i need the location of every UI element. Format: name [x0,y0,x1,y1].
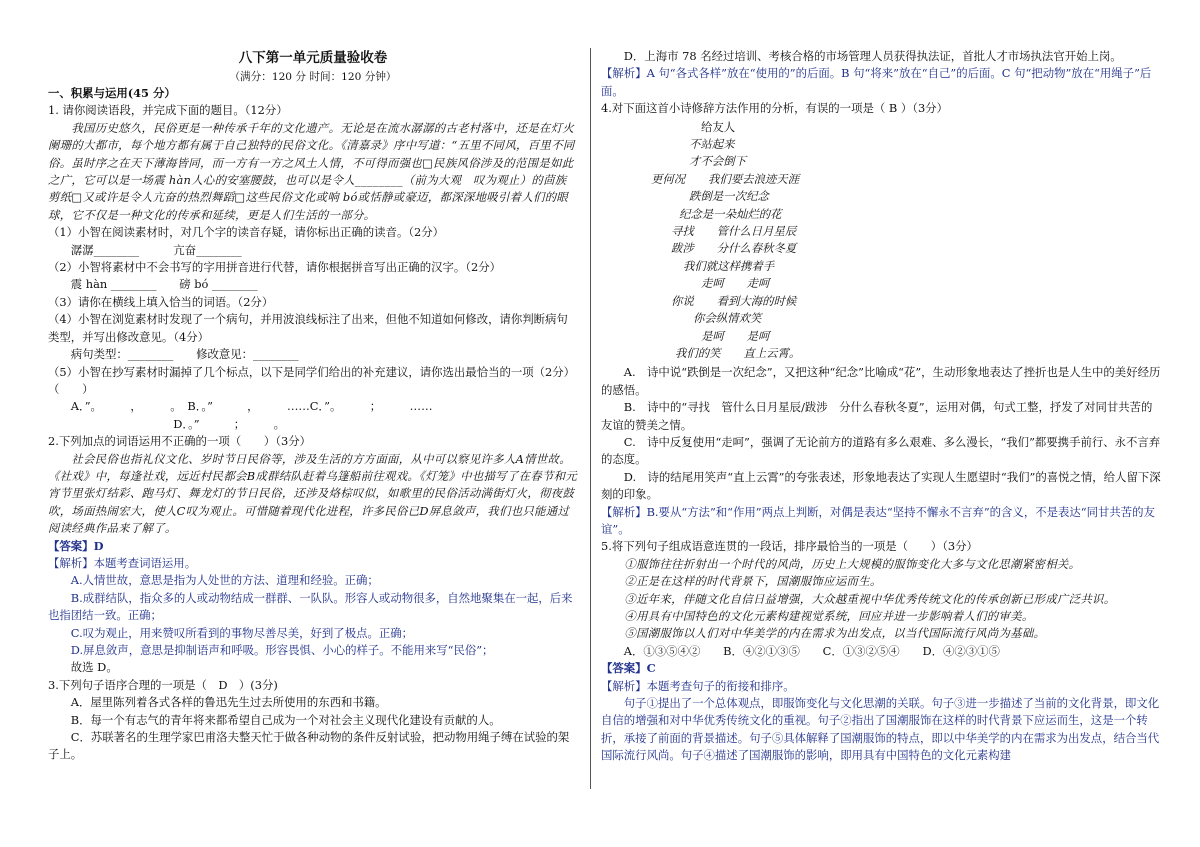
poem-line: 才不会倒下 [689,154,746,169]
question-5-sentence-2: ②正是在这样的时代背景下，国潮服饰应运而生。 [601,574,882,589]
question-5-sentence-1: ①服饰往往折射出一个时代的风尚，历史上大规模的服饰变化大多与文化思潮紧密相关。 [601,556,1081,571]
question-1-part-3: （3）请你在横线上填入恰当的词语。（2分） [48,294,274,309]
question-3-option-a: A．屋里陈列着各式各样的鲁迅先生过去所使用的东西和书籍。 [48,695,387,710]
poem [601,119,1161,363]
poem-line: 更何况 我们要去浪迹天涯 [651,171,800,186]
poem-line: 我们就这样携着手 [683,258,775,273]
question-4-option-c: C. 诗中反复使用“走呵”，强调了无论前方的道路有多么艰难、多么漫长，“我们”都要携手前行、永不言弃的态度。 [601,434,1161,467]
analysis-a: A.人情世故，意思是指为人处世的方法、道理和经验。正确； [48,573,379,588]
question-1-part-4-blanks: 病句类型：________ 修改意见：________ [48,347,299,362]
question-4-option-b: B. 诗中的“寻找 管什么日月星辰/跋涉 分什么春秋冬夏”，运用对偶，句式工整，抒发了对同甘共苦的友谊的赞美之情。 [601,400,1153,432]
question-5-sentence-5: ⑤国潮服饰以人们对中华美学的内在需求为出发点，以当代国际流行风尚为基础。 [601,626,1046,641]
question-3-analysis: 【解析】A 句“各式各样”放在“使用的”的后面。B 句“将来”放在“自己”的后面。C 句“把动物”放在“用绳子”后面。 [601,66,1152,98]
poem-line: 跌倒是一次纪念 [689,189,769,204]
poem-line: 你会纵情欢笑 [693,311,762,326]
question-4-analysis: 【解析】B.要从“方法”和“作用”两点上判断，对偶是表达“坚持不懈永不言弃”的含义，不是表达“同甘共苦的友谊”。 [601,504,1155,536]
question-1-part-5-option-d: D．。” ； 。 [48,416,286,431]
question-5-stem: 5.将下列句子组成语意连贯的一段话，排序最恰当的一项是（ ）（3分） [601,539,978,554]
question-1-part-1-blanks: 潺潺________ 亢奋________ [48,242,242,257]
question-5-analysis: 句子①提出了一个总体观点，即服饰变化与文化思潮的关联。句子③进一步描述了当前的文化背景，即文化自信的增强和对中华优秀传统文化的重视。句子②指出了国潮服饰在这样的时代背景下应运而生，这是一个转折，承接了前面的背景描述。句子⑤具体解释了国潮服饰的特点，即以中华美学的内在需求为出发点，结合当代国际流行风尚。句子④描述了国潮服饰的影响，即用具有中国特色的文化元素构建 [601,696,1160,763]
question-3-option-b: B．每一个有志气的青年将来都希望自己成为一个对社会主义现代化建设有贡献的人。 [48,712,501,727]
question-4-stem: 4.对下面这首小诗修辞方法作用的分析，有误的一项是（ B ）（3分） [601,101,948,116]
question-3-option-d: D．上海市 78 名经过培训、考核合格的市场管理人员获得执法证，首批人才市场执法官开始上岗。 [601,49,1122,63]
question-3-stem: 3.下列句子语序合理的一项是（ D ）(3分) [48,677,278,692]
left-column [48,48,578,817]
page-title: 八下第一单元质量验收卷 [238,50,388,66]
right-column [601,48,1161,817]
analysis-conclusion: 故选 D。 [48,660,118,675]
poem-line: 不站起来 [689,137,735,152]
question-1-passage: 我国历史悠久，民俗更是一种传承千年的文化遗产。无论是在流水潺潺的古老村落中，还是在灯火阑珊的大都市，每个地方都有属于自己独特的民俗文化。《清嘉录》序中写道：“五里不同风，百里不同俗。虽时序之在天下薄海皆同，而一方有一方之风土人情，不可得而强也□民族风俗涉及的范围是如此之广，它可以是一场震 hàn人心的安塞腰鼓，也可以是令人________（前为大观 叹为观止）的茴族剪纸□又或许是令人亢奋的热烈舞蹈□这些民俗文化或响 bó或恬静或豪迈，都深深地吸引着人们的眼球，它不仅是一种文化的传承和延续，更是人们生活的一部分。 [48,120,575,222]
analysis-label: 【解析】本题考查词语运用。 [48,555,197,570]
question-1-part-1: （1）小智在阅读素材时，对几个字的读音存疑，请你标出正确的读音。（2分） [48,225,445,240]
question-5-analysis-label: 【解析】本题考查句子的衔接和排序。 [601,678,795,693]
analysis-b: B.成群结队，指众多的人或动物结成一群群、一队队。形容人或动物很多，自然地聚集在一起，后来也指团结一致。正确； [48,590,573,623]
question-5-options: A．①③⑤④② B．④②①③⑤ C．①③②⑤④ D．④②③①⑤ [601,643,1000,658]
question-5-answer: 【答案】C [601,661,656,676]
section-heading: 一、积累与运用(45 分） [48,86,176,100]
question-4-option-d: D. 诗的结尾用笑声“直上云霄”的夸张表述，形象地表达了实现人生愿望时“我们”的喜悦之情，给人留下深刻的印象。 [601,469,1161,502]
poem-line: 寻找 管什么日月星辰 [671,224,797,239]
question-1-part-2: （2）小智将素材中不会书写的字用拼音进行代替，请你根据拼音写出正确的汉字。（2分） [48,260,502,275]
page-subtitle: （满分：120 分 时间：120 分钟） [229,71,397,83]
question-2-passage: 社会民俗也指礼仪文化、岁时节日民俗等，涉及生活的方方面面，从中可以察见许多人A情世故。《社戏》中，每逢社戏，远近村民都会B成群结队赶着乌篷船前往观戏。《灯笼》中也描写了在春节和元宵节里张灯结彩、跑马灯、舞龙灯的节日民俗，还涉及烙棕叹似，如歌里的民俗活动满街灯火，彻夜鼓吹，场面热闹宏大，使人C叹为观止。可惜随着现代化进程，许多民俗已D屏息敛声，我们也只能通过阅读经典作品来了解了。 [48,451,578,536]
question-3-option-c: C．苏联著名的生理学家巴甫洛夫整天忙于做各种动物的条件反射试验，把动物用绳子缚在试验的架子上。 [48,730,570,762]
poem-line: 纪念是一朵灿烂的花 [679,206,782,221]
question-5-sentence-3: ③近年来，伴随文化自信日益增强，大众越重视中华优秀传统文化的传承创新已形成广泛共识。 [601,591,1116,606]
question-1-part-4: （4）小智在浏览素材时发现了一个病句，并用波浪线标注了出来，但他不知道如何修改，请你判断病句类型，并写出修改意见。（4分） [48,312,568,344]
poem-line: 我们的笑 直上云霄。 [675,345,801,360]
poem-line: 是呵 是呵 [701,328,770,343]
question-5-sentence-4: ④用具有中国特色的文化元素构建视觉系统，回应并进一步影响着人们的审美。 [601,609,1034,623]
analysis-d: D.屏息敛声，意思是抑制语声和呼吸。形容畏惧、小心的样子。不能用来写“民俗”； [48,643,494,657]
question-1-stem: 1. 请你阅读语段，并完成下面的题目。（12分） [48,103,288,118]
question-1-part-5: （5）小智在抄写素材时漏掉了几个标点，以下是同学们给出的补充建议，请你选出最恰当的一项（2分）（ ） [48,364,576,396]
column-divider [590,48,591,789]
poem-line: 你说 看到大海的时候 [671,293,797,308]
answer-label: 【答案】D [48,538,104,553]
question-1-part-5-options: A．”。 ， 。 B．。” ， ……C．”。 ； …… [48,399,433,414]
question-1-part-2-blanks: 震 hàn ________ 磅 bó ________ [48,277,258,292]
question-4-option-a: A. 诗中说“跌倒是一次纪念”，又把这种“纪念”比喻成“花”，生动形象地表达了挫折也是人生中的美好经历的感悟。 [601,365,1161,397]
analysis-c: C.叹为观止，用来赞叹所看到的事物尽善尽美，好到了极点。正确； [48,625,414,640]
poem-line: 跋涉 分什么春秋冬夏 [671,241,797,256]
poem-title: 给友人 [701,119,736,134]
poem-line: 走呵 走呵 [701,276,770,291]
question-2-stem: 2.下列加点的词语运用不正确的一项（ ）（3分） [48,434,312,449]
